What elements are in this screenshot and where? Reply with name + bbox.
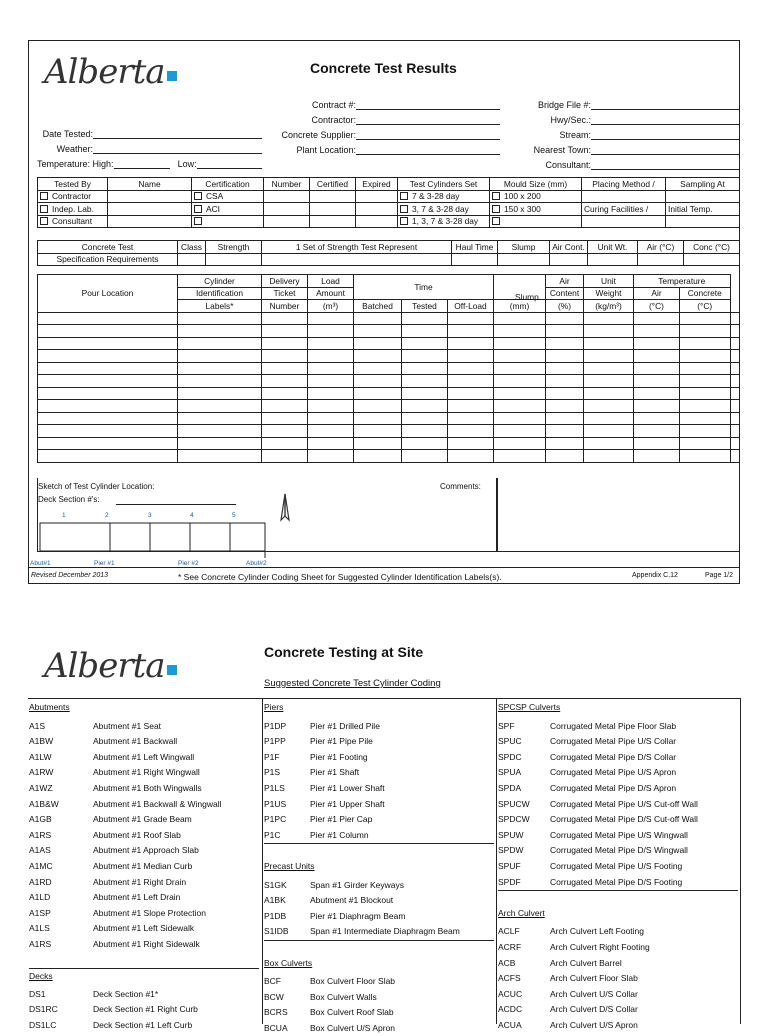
code-description: Abutment #1 Right Drain (93, 876, 187, 887)
deck-num: 5 (232, 512, 236, 519)
piers-heading: Piers (264, 702, 284, 712)
code-description: Arch Culvert Right Footing (550, 941, 650, 952)
deck-sections-line[interactable] (116, 504, 236, 505)
code-description: Corrugated Metal Pipe U/S Footing (550, 860, 683, 871)
center-fields: Contract #: Contractor: Concrete Supplier: Plant Location: (250, 100, 500, 160)
spec-table: Concrete Test Class Strength 1 Set of Strength Test Represent Haul Time Slump Air Cont. Unit Wt. Air (°C) Conc (°C) Specification Requirements (37, 240, 740, 266)
code-description: Box Culvert Floor Slab (310, 976, 396, 987)
code-description: Pier #1 Shaft (310, 767, 360, 778)
code: SPUC (498, 736, 522, 747)
code: ACLF (498, 926, 520, 937)
code-row (264, 828, 494, 844)
deck-num: 3 (148, 512, 152, 519)
temp-low-input[interactable] (197, 159, 262, 169)
slump-header: Slump (515, 292, 539, 302)
code-row (264, 1005, 494, 1021)
tester-table: Tested By Name Certification Number Certified Expired Test Cylinders Set Mould Size (mm) Placing Method / Sampling At Contractor CSA 7 & 3-28 day 100 x 200 Indep. Lab. ACI 3, 7 & 3-28 day 150 x 300 Curing Facilities / Initial Temp. Consultant 1, 3, 7 & 3-28 day (37, 177, 740, 228)
code-description: Corrugated Metal Pipe D/S Collar (550, 751, 677, 762)
code-row (29, 719, 259, 735)
code: P1LS (264, 782, 285, 793)
pier2-label: Pier #2 (178, 560, 199, 567)
code-row (498, 781, 738, 797)
code-description: Pier #1 Diaphragm Beam (310, 910, 406, 921)
code: DS1 (29, 988, 46, 999)
code-row (29, 987, 259, 1003)
nearest-town-input[interactable] (591, 145, 740, 155)
cyl-set-3-checkbox[interactable] (400, 217, 408, 225)
code-description: Pier #1 Footing (310, 751, 368, 762)
code-description: Pier #1 Column (310, 829, 369, 840)
code: A1SP (29, 907, 51, 918)
code-row (29, 906, 259, 922)
code: P1PC (264, 814, 287, 825)
decks-heading: Decks (29, 968, 259, 984)
revision-date: Revised December 2013 (31, 572, 109, 579)
code: P1DB (264, 910, 287, 921)
code-row (264, 878, 494, 894)
abutments-decks-column (29, 700, 259, 1033)
code-row (29, 890, 259, 906)
code: ACUA (498, 1019, 522, 1030)
pour-row[interactable] (38, 337, 740, 350)
code-description: Abutment #1 Roof Slab (93, 829, 181, 840)
code: DS1RC (29, 1004, 58, 1015)
code-row (29, 797, 259, 813)
code: A1RS (29, 938, 52, 949)
code-row (29, 843, 259, 859)
code-description: Abutment #1 Blockout (310, 895, 394, 906)
code-description: Abutment #1 Both Wingwalls (93, 782, 202, 793)
code: ACDC (498, 1004, 523, 1015)
left-fields: Date Tested: Weather: Temperature: High: Low: (37, 129, 262, 174)
hwy-sec-input[interactable] (591, 115, 740, 125)
code-row (264, 719, 494, 735)
code: BCRS (264, 1007, 288, 1018)
code-description: Pier #1 Pier Cap (310, 814, 373, 825)
code: A1RD (29, 876, 52, 887)
code-row (498, 843, 738, 859)
code-description: Abutment #1 Backwall & Wingwall (93, 798, 222, 809)
page2-title: Concrete Testing at Site (264, 644, 424, 660)
code-row (29, 1018, 259, 1034)
code-description: Arch Culvert Floor Slab (550, 973, 638, 984)
temp-high-input[interactable] (114, 159, 170, 169)
footnote: * See Concrete Cylinder Coding Sheet for Suggested Cylinder Identification Labels(s). (178, 572, 502, 582)
code-row (29, 781, 259, 797)
code-row (498, 719, 738, 735)
code-row (29, 765, 259, 781)
code-description: Corrugated Metal Pipe U/S Cut-off Wall (550, 798, 698, 809)
code: SPUF (498, 860, 521, 871)
code-row (498, 859, 738, 875)
code: SPF (498, 720, 515, 731)
code-row (498, 812, 738, 828)
deck-num: 4 (190, 512, 194, 519)
code-row (498, 797, 738, 813)
code-row (498, 1018, 738, 1034)
code-row (264, 734, 494, 750)
pour-row[interactable] (38, 362, 740, 375)
code-description: Abutment #1 Grade Beam (93, 814, 192, 825)
code-row (264, 812, 494, 828)
box-culverts-heading: Box Culverts (264, 957, 313, 968)
code-row (498, 940, 738, 956)
cyl-set-1-checkbox[interactable] (400, 192, 408, 200)
code: A1AS (29, 845, 51, 856)
pour-row[interactable] (38, 325, 740, 338)
code: A1S (29, 720, 46, 731)
code-row (29, 859, 259, 875)
footer-rule (28, 567, 740, 568)
code-description: Box Culvert U/S Apron (310, 1022, 396, 1033)
deck-num: 2 (105, 512, 109, 519)
code-row (264, 1021, 494, 1036)
code-row (264, 990, 494, 1006)
code: P1US (264, 798, 287, 809)
column-divider (496, 698, 497, 1024)
code: A1LS (29, 923, 50, 934)
deck-num: 1 (62, 512, 66, 519)
code-row (498, 987, 738, 1003)
date-tested-input[interactable] (93, 129, 262, 139)
code: P1F (264, 751, 280, 762)
code-description: Abutment #1 Seat (93, 720, 162, 731)
code-row (264, 974, 494, 990)
mould-150-checkbox[interactable] (492, 205, 500, 213)
code-row (498, 875, 738, 891)
code: A1WZ (29, 782, 53, 793)
code: SPDF (498, 876, 521, 887)
code-description: Box Culvert Roof Slab (310, 1007, 394, 1018)
code-row (264, 781, 494, 797)
code: P1S (264, 767, 281, 778)
code: A1LD (29, 892, 51, 903)
code: SPUW (498, 829, 524, 840)
alberta-logo: Alberta (44, 52, 177, 92)
code: SPUA (498, 767, 522, 778)
pour-row[interactable] (38, 425, 740, 438)
code-description: Span #1 Girder Keyways (310, 879, 405, 890)
code-description: Abutment #1 Right Sidewalk (93, 938, 200, 949)
form-title: Concrete Test Results (310, 60, 457, 76)
code: ACB (498, 957, 516, 968)
code-row (264, 750, 494, 766)
code: SPDA (498, 782, 522, 793)
code: ACRF (498, 941, 522, 952)
code: A1GB (29, 814, 52, 825)
mould-100-checkbox[interactable] (492, 192, 500, 200)
code-row (498, 828, 738, 844)
comments-label: Comments: (440, 482, 481, 491)
code-description: Arch Culvert Barrel (550, 957, 622, 968)
pour-row[interactable] (38, 387, 740, 400)
code-row (264, 893, 494, 909)
code-row (29, 1002, 259, 1018)
code: A1BK (264, 895, 286, 906)
code-description: Abutment #1 Right Wingwall (93, 767, 200, 778)
code: SPDCW (498, 814, 530, 825)
code: ACFS (498, 973, 521, 984)
code-description: Pier #1 Pipe Pile (310, 736, 373, 747)
code-description: Deck Section #1 Right Curb (93, 1004, 198, 1015)
code: S1IDB (264, 926, 289, 937)
aci-checkbox[interactable] (194, 205, 202, 213)
code-row (29, 812, 259, 828)
code-row (264, 909, 494, 925)
code-row (498, 924, 738, 940)
consultant-input[interactable] (591, 160, 740, 170)
code-row (498, 971, 738, 987)
deck-sections-label: Deck Section #'s: (38, 495, 100, 504)
code: A1B&W (29, 798, 59, 809)
code-description: Corrugated Metal Pipe D/S Wingwall (550, 845, 688, 856)
code: BCUA (264, 1022, 288, 1033)
arch-culvert-heading: Arch Culvert (498, 907, 545, 918)
code-description: Arch Culvert D/S Collar (550, 1004, 638, 1015)
pour-table: Pour Location Cylinder Delivery Load Time Air Unit Temperature Identification Ticket Amount Content Weight Air Concrete Labels* Number (m³) Batched Tested Off-Load (mm) (%) (kg/m³) (°C) (°C) (37, 274, 740, 463)
page-number: Page 1/2 (705, 572, 734, 579)
pour-row[interactable] (38, 375, 740, 388)
code-description: Corrugated Metal Pipe D/S Apron (550, 782, 677, 793)
indep-lab-checkbox[interactable] (40, 205, 48, 213)
code: A1MC (29, 860, 53, 871)
mould-other-checkbox[interactable] (492, 217, 500, 225)
code-description: Corrugated Metal Pipe U/S Apron (550, 767, 677, 778)
code-description: Corrugated Metal Pipe Floor Slab (550, 720, 677, 731)
code-description: Pier #1 Upper Shaft (310, 798, 385, 809)
code-row (29, 750, 259, 766)
pier1-label: Pier #1 (94, 560, 115, 567)
consultant-checkbox[interactable] (40, 217, 48, 225)
appendix-label: Appendix C.12 (632, 572, 678, 579)
code-description: Abutment #1 Median Curb (93, 860, 193, 871)
code-description: Arch Culvert Left Footing (550, 926, 645, 937)
pour-row[interactable] (38, 400, 740, 413)
pour-row[interactable] (38, 450, 740, 463)
code: A1RW (29, 767, 54, 778)
north-arrow-icon (275, 492, 295, 528)
coding-table-top-rule (28, 698, 740, 699)
pour-row[interactable] (38, 350, 740, 363)
code-row (29, 828, 259, 844)
code-row (498, 1002, 738, 1018)
sketch-label: Sketch of Test Cylinder Location: (38, 482, 155, 491)
abutments-heading: Abutments (29, 702, 70, 712)
code-description: Box Culvert Walls (310, 991, 377, 1002)
contractor-checkbox[interactable] (40, 192, 48, 200)
deck-sketch-diagram (30, 520, 275, 560)
code: BCF (264, 976, 281, 987)
code-description: Pier #1 Lower Shaft (310, 782, 385, 793)
cert-other-checkbox[interactable] (194, 217, 202, 225)
cyl-set-2-checkbox[interactable] (400, 205, 408, 213)
code-row (264, 924, 494, 940)
code: A1RS (29, 829, 52, 840)
pour-row[interactable] (38, 412, 740, 425)
code-description: Corrugated Metal Pipe D/S Cut-off Wall (550, 814, 698, 825)
code: DS1LC (29, 1019, 57, 1030)
code-description: Abutment #1 Approach Slab (93, 845, 199, 856)
code-description: Arch Culvert U/S Collar (550, 988, 638, 999)
alberta-logo-page2: Alberta (44, 646, 177, 686)
column-divider (740, 698, 741, 1024)
culverts-column (498, 700, 738, 1033)
code: A1BW (29, 736, 54, 747)
column-divider (262, 698, 263, 1024)
code: P1DP (264, 720, 287, 731)
pour-row[interactable] (38, 437, 740, 450)
code-row (29, 875, 259, 891)
code-description: Deck Section #1 Left Curb (93, 1019, 193, 1030)
code-description: Corrugated Metal Pipe U/S Collar (550, 736, 677, 747)
page2-subtitle: Suggested Concrete Test Cylinder Coding (264, 678, 441, 689)
code-row (498, 765, 738, 781)
weather-input[interactable] (93, 144, 262, 154)
code: ACUC (498, 988, 523, 999)
code-description: Span #1 Intermediate Diaphragm Beam (310, 926, 460, 937)
precast-heading: Precast Units (264, 860, 315, 871)
code-description: Abutment #1 Left Wingwall (93, 751, 195, 762)
code-description: Abutment #1 Slope Protection (93, 907, 206, 918)
code-description: Pier #1 Drilled Pile (310, 720, 380, 731)
code-row (29, 937, 259, 953)
code: P1C (264, 829, 281, 840)
code-row (264, 765, 494, 781)
code-description: Deck Section #1* (93, 988, 159, 999)
piers-column (264, 700, 494, 1036)
contractor-input[interactable] (356, 115, 500, 125)
code: SPDW (498, 845, 524, 856)
code: SPUCW (498, 798, 530, 809)
abut1-label: Abut#1 (30, 560, 51, 567)
csa-checkbox[interactable] (194, 192, 202, 200)
code-description: Abutment #1 Backwall (93, 736, 178, 747)
comments-box[interactable] (497, 478, 740, 552)
code-row (264, 797, 494, 813)
code: P1PP (264, 736, 286, 747)
contract-input[interactable] (356, 100, 500, 110)
code-description: Abutment #1 Left Sidewalk (93, 923, 195, 934)
code-description: Corrugated Metal Pipe U/S Wingwall (550, 829, 688, 840)
code-row (498, 750, 738, 766)
code-row (498, 734, 738, 750)
stream-input[interactable] (591, 130, 740, 140)
spcsp-heading: SPCSP Culverts (498, 702, 561, 712)
code-row (29, 921, 259, 937)
code-row (498, 956, 738, 972)
bridge-file-input[interactable] (591, 100, 740, 110)
pour-row[interactable] (38, 312, 740, 325)
supplier-input[interactable] (356, 130, 500, 140)
plant-location-input[interactable] (356, 145, 500, 155)
code: S1GK (264, 879, 287, 890)
code: SPDC (498, 751, 522, 762)
code-description: Arch Culvert U/S Apron (550, 1019, 638, 1030)
abut2-label: Abut#2 (246, 560, 267, 567)
right-fields: Bridge File #: Hwy/Sec.: Stream: Nearest Town: Consultant: (505, 100, 740, 175)
code: A1LW (29, 751, 52, 762)
code: BCW (264, 991, 284, 1002)
code-row (29, 734, 259, 750)
code-description: Corrugated Metal Pipe D/S Footing (550, 876, 683, 887)
code-description: Abutment #1 Left Drain (93, 892, 181, 903)
